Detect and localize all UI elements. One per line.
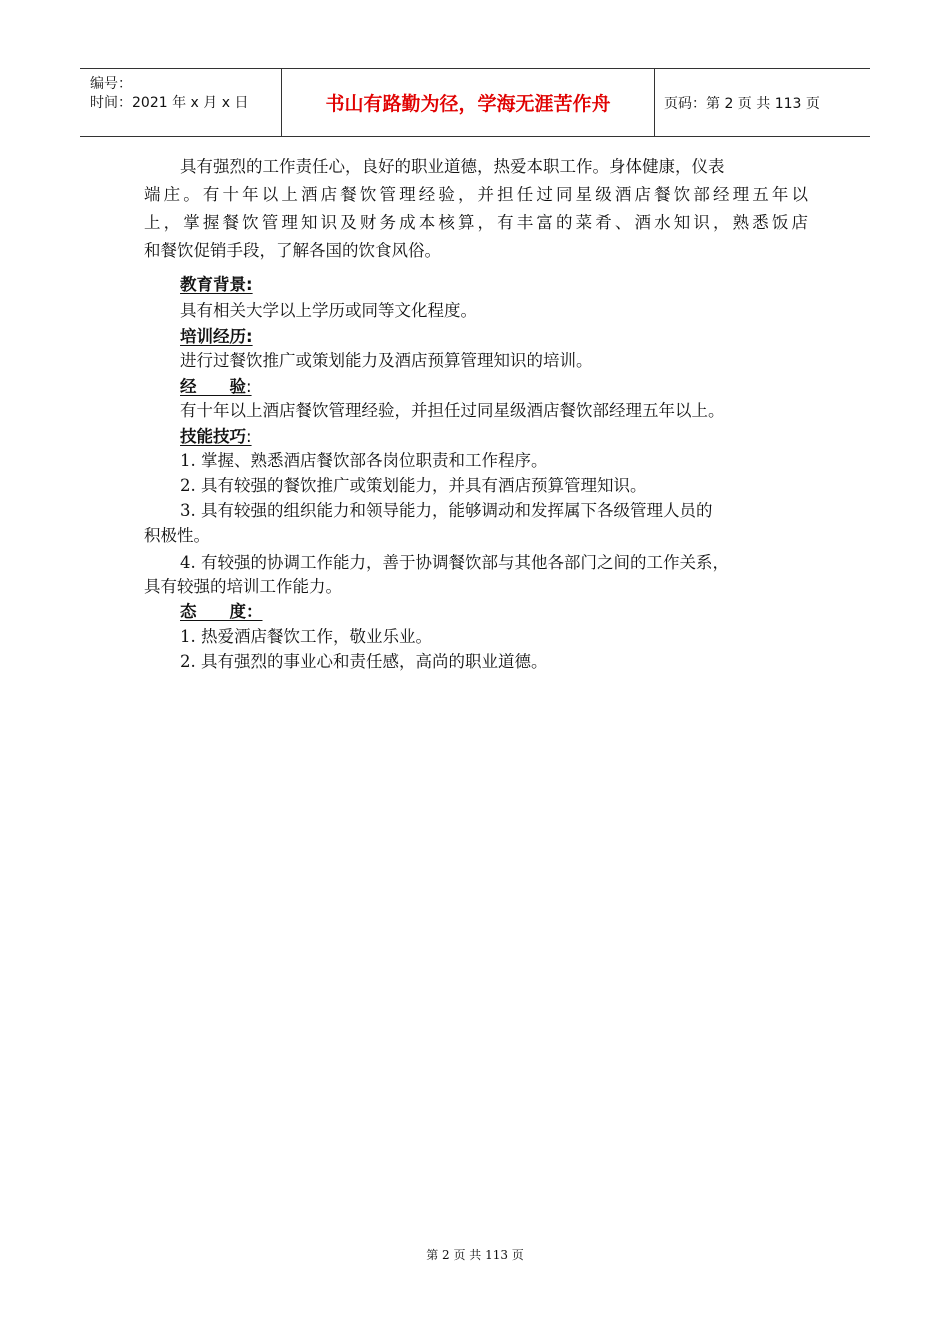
experience-heading: 经 验: [180, 377, 252, 396]
attitude-item-2: 2. 具有强烈的事业心和责任感，高尚的职业道德。 [180, 652, 548, 671]
skill-item-4-cont: 具有较强的培训工作能力。 [144, 577, 342, 596]
skill-item-3: 3. 具有较强的组织能力和领导能力，能够调动和发挥属下各级管理人员的 [180, 501, 713, 520]
intro-line-4: 和餐饮促销手段，了解各国的饮食风俗。 [144, 241, 441, 260]
intro-line-3: 上，掌握餐饮管理知识及财务成本核算，有丰富的菜肴、酒水知识，熟悉饭店 [144, 213, 808, 232]
training-heading: 培训经历: [180, 327, 253, 346]
education-heading: 教育背景: [180, 275, 253, 294]
skill-item-2: 2. 具有较强的餐饮推广或策划能力，并具有酒店预算管理知识。 [180, 476, 647, 495]
skills-heading: 技能技巧: [180, 427, 252, 446]
experience-text: 有十年以上酒店餐饮管理经验，并担任过同星级酒店餐饮部经理五年以上。 [180, 401, 725, 420]
attitude-item-1: 1. 热爱酒店餐饮工作，敬业乐业。 [180, 627, 432, 646]
intro-line-2: 端庄。有十年以上酒店餐饮管理经验，并担任过同星级酒店餐饮部经理五年以 [144, 185, 808, 204]
attitude-heading: 态 度： [180, 602, 263, 621]
document-date-label: 时间：2021 年 x 月 x 日 [90, 95, 249, 111]
header-motto: 书山有路勤为径，学海无涯苦作舟 [281, 69, 655, 136]
skill-item-3-cont: 积极性。 [144, 526, 210, 545]
education-text: 具有相关大学以上学历或同等文化程度。 [180, 301, 477, 320]
page-footer: 第 2 页 共 113 页 [426, 1248, 524, 1262]
skill-item-1: 1. 掌握、熟悉酒店餐饮部各岗位职责和工作程序。 [180, 451, 548, 470]
header-info-cell [80, 69, 280, 136]
header-page-info: 页码：第 2 页 共 113 页 [664, 95, 820, 112]
page-header [80, 68, 870, 137]
document-number-label: 编号： [90, 76, 132, 92]
skill-item-4: 4. 有较强的协调工作能力，善于协调餐饮部与其他各部门之间的工作关系， [180, 553, 729, 572]
intro-line-1: 具有强烈的工作责任心，良好的职业道德，热爱本职工作。身体健康，仪表 [180, 157, 725, 176]
training-text: 进行过餐饮推广或策划能力及酒店预算管理知识的培训。 [180, 351, 593, 370]
